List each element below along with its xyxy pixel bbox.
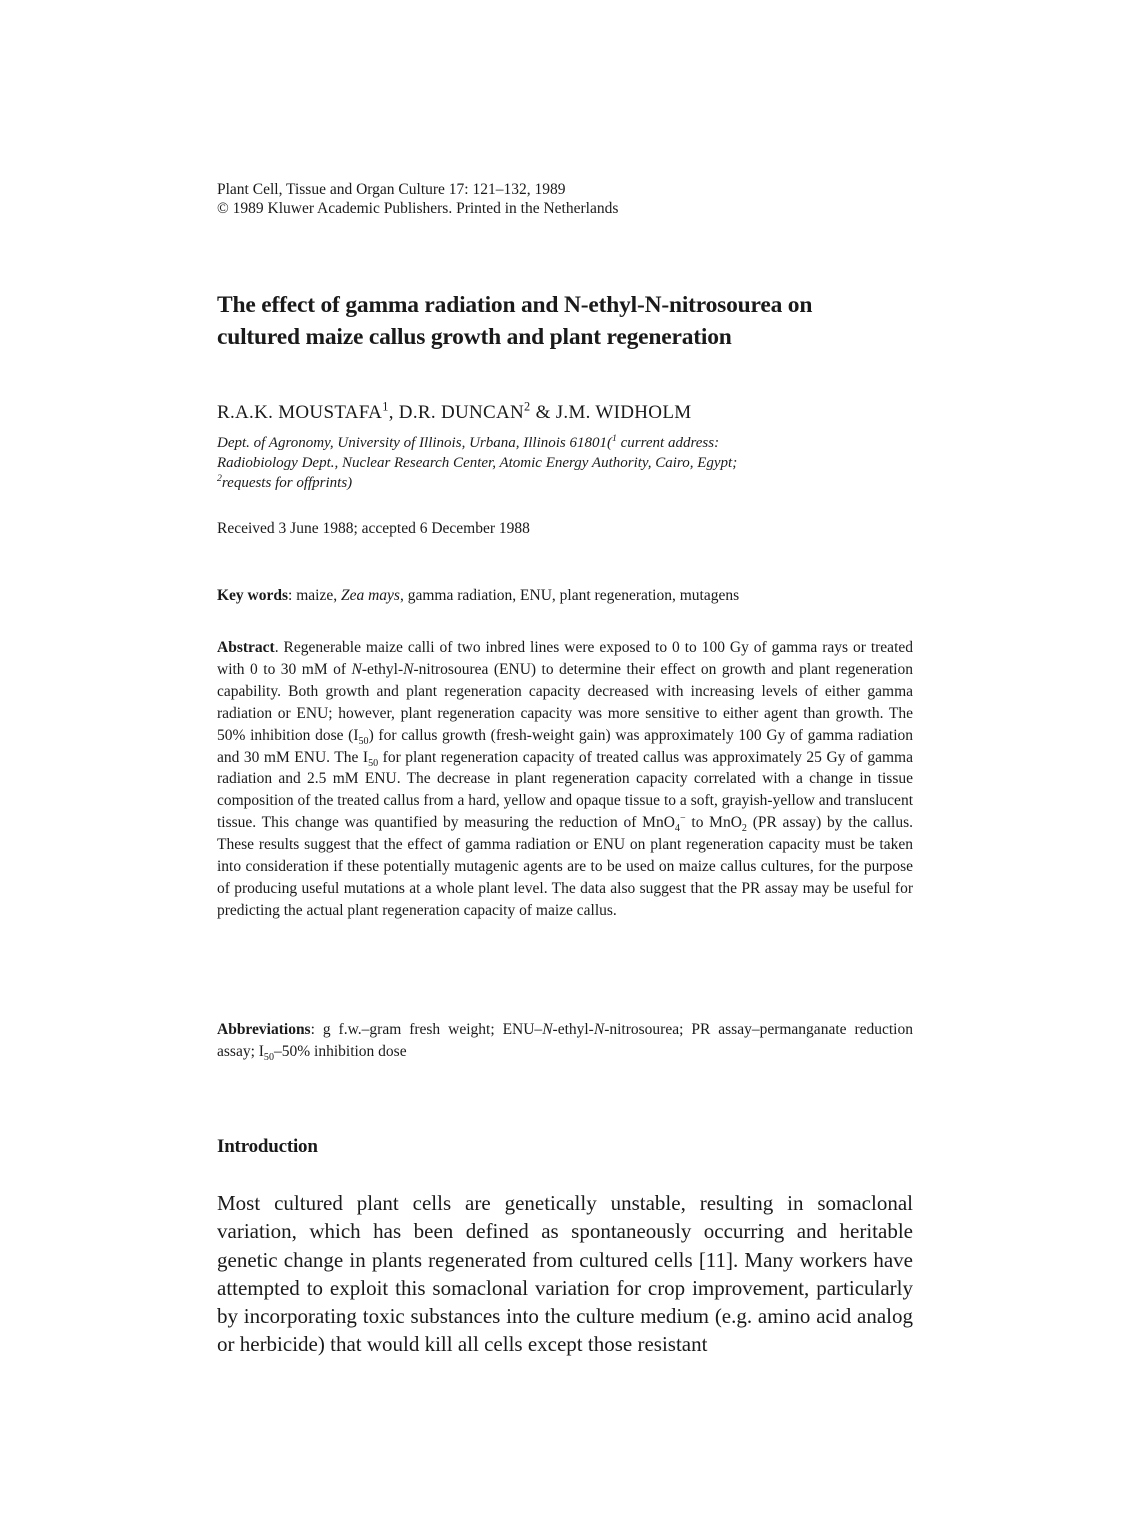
introduction-text: Most cultured plant cells are genetically unstable, resulting in somaclonal variation, which has been defined as spontaneously occurring and heritable genetic change in plants regenerated from cultured cells [11]. Many workers have attempted to exploit this somaclonal variation for crop improvement, particularly by incorporating toxic substances into the culture medium (e.g. amino acid analog or herbicide) that would kill all cells except those resistant [217,1191,913,1357]
author-name: J.M. WIDHOLM [555,402,692,423]
affiliation-line-1 [217,433,917,453]
keywords-species: Zea mays [340,587,400,604]
subscript: 50 [263,1052,274,1064]
journal-citation: Plant Cell, Tissue and Organ Culture 17: 121–132, 1989 [217,181,566,198]
abstract-text: -ethyl- [361,660,404,678]
author-name: D.R. DUNCAN [398,402,525,423]
abstract-text: N [351,660,362,678]
affiliation-text: Dept. of Agronomy, University of Illinois, Urbana, Illinois 61801( [217,435,612,451]
abstract-label: Abstract [217,639,275,656]
affiliation-text: current address: [616,435,720,451]
title-line-2: cultured maize callus growth and plant regeneration [217,324,732,350]
keywords [217,587,739,605]
subscript: 2 [741,823,747,835]
abbreviations-text: N [542,1021,553,1038]
journal-header [217,180,618,218]
affiliation-text: requests for offprints) [221,475,353,491]
subscript: 50 [368,757,379,769]
abstract-text: . Regenerable maize calli of two inbred lines were exposed to 0 to 100 Gy of gamma rays or treated with 0 to 30 mM of [217,639,913,678]
keywords-text: , gamma radiation, ENU, plant regeneration, mutagens [399,587,740,604]
introduction-heading: Introduction [217,1136,318,1157]
title-line-1: The effect of gamma radiation and N-ethyl-N-nitrosourea on [217,292,813,318]
abbreviations [217,1019,913,1063]
abbreviations-text: N [593,1021,605,1038]
received-dates: Received 3 June 1988; accepted 6 December 1988 [217,520,530,537]
subscript: 4 [674,823,680,835]
abstract-text: to MnO [685,814,742,832]
keywords-label: Key words [217,587,289,604]
author-name: R.A.K. MOUSTAFA [217,402,383,423]
author-separator: & [530,402,556,423]
author-list [217,399,692,424]
abbreviations-text: -ethyl- [552,1021,594,1038]
affiliation-marker: 1 [382,399,389,414]
abstract-text: (PR assay) by the callus. These results suggest that the effect of gamma radiation or ENU on plant regeneration capacity must be taken into consideration if these potentially mutagenic agents are to be used on maize callus cultures, for the purpose of producing useful mutations at a whole plant level. The data also suggest that the PR assay may be useful for predicting the actual plant regeneration capacity of maize callus. [217,814,913,919]
keywords-text: : maize, [288,587,341,604]
abbreviations-text: : g f.w.–gram fresh weight; ENU– [310,1021,543,1038]
paper-title [217,289,917,353]
author-separator: , [388,402,399,423]
abbreviations-text: -nitrosourea; PR assay–permanganate reduction assay; I [217,1021,913,1060]
affiliation-line-2: Radiobiology Dept., Nuclear Research Center, Atomic Energy Authority, Cairo, Egypt; [217,455,738,471]
abbreviations-label: Abbreviations [217,1021,311,1038]
superscript: − [679,813,686,825]
affiliation-marker: 1 [611,433,617,444]
subscript: 50 [358,735,369,747]
affiliation [217,433,917,493]
abstract-text: ) for callus growth (fresh-weight gain) was approximately 100 Gy of gamma radiation and 30 mM ENU. The I [217,726,913,766]
affiliation-line-3 [217,473,917,493]
abstract-text: for plant regeneration capacity of treated callus was approximately 25 Gy of gamma radiation and 2.5 mM ENU. The decrease in plant regeneration capacity correlated with a change in tissue composition of the treated callus from a hard, yellow and opaque tissue to a soft, grayish-yellow and translucent tissue. This change was quantified by measuring the reduction of MnO [217,748,913,832]
abstract-text: -nitrosourea (ENU) to determine their effect on growth and plant regeneration capability. Both growth and plant regeneration capacity decreased with increasing levels of either gamma radiation or ENU; however, plant regeneration capacity was more sensitive to either agent than growth. The 50% inhibition dose (I [217,660,913,744]
abbreviations-text: –50% inhibition dose [273,1043,407,1060]
affiliation-marker: 2 [524,399,531,414]
copyright-line: © 1989 Kluwer Academic Publishers. Printed in the Netherlands [217,200,619,217]
abstract [217,637,913,922]
abstract-text: N [403,660,414,678]
affiliation-marker: 2 [217,473,222,484]
